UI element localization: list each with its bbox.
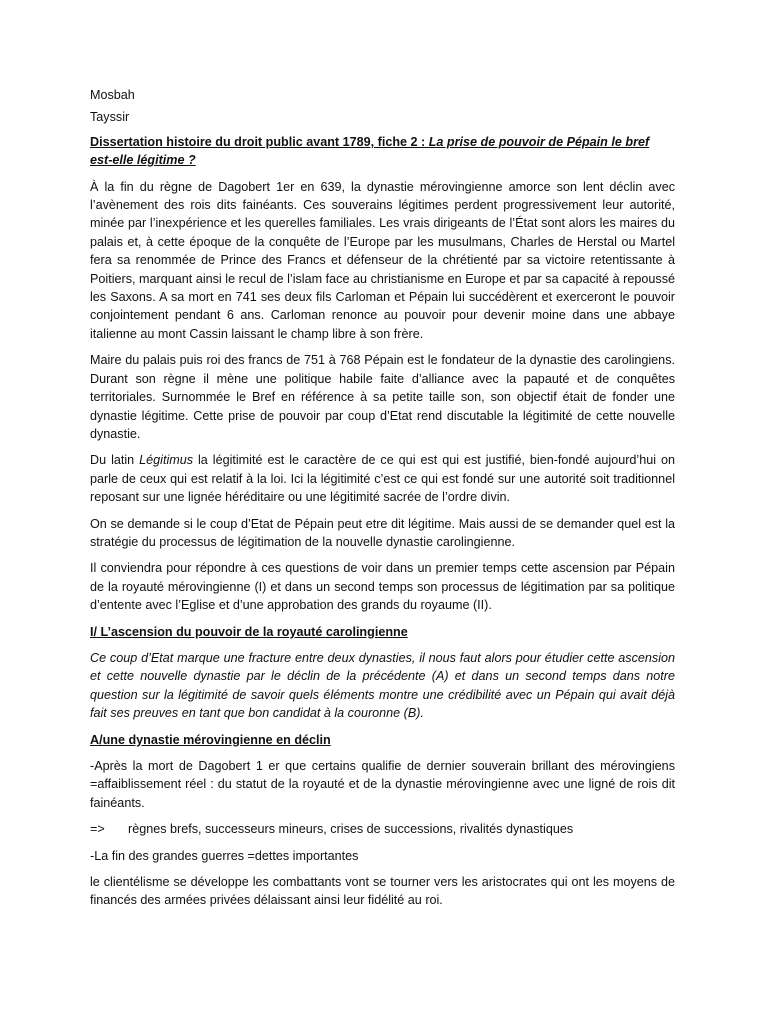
paragraph-legitimite [90,451,675,506]
document-page [90,86,675,918]
dissertation-title [90,133,675,170]
paragraph-chapeau: Ce coup d’Etat marque une fracture entre deux dynasties, il nous faut alors pour étudier cette ascension et cette nouvelle dynastie par le déclin de la précédente (A) et dans un second temps dans notre question sur la légitimité de savoir quels éléments montre une crédibilité avec un Pépain qui avait déjà fait ses preuves en tant que bon candidat à la couronne (B). [90,650,675,721]
paragraph-clientelisme: le clientélisme se développe les combattants vont se tourner vers les aristocrates qui ont les moyens de financés des armées privées délaissant ainsi leur fidélité au roi. [90,875,675,908]
arrow-bullet [90,820,675,838]
p3-before: Du latin [90,453,140,468]
paragraph-dagobert: -Après la mort de Dagobert 1 er que certains qualifie de dernier souverain brillant des mérovingiens =affaiblissement réel : du statut de la royauté et de la dynastie mérovingienne avec une ligné de rois dit fainéants. [90,759,675,810]
arrow-text: règnes brefs, successeurs mineurs, crises de successions, rivalités dynastiques [128,822,574,837]
title-question: La prise de pouvoir de Pépain le bref est-elle légitime ? [90,134,650,168]
paragraph-problematique: On se demande si le coup d’Etat de Pépain peut etre dit légitime. Mais aussi de se demander quel est la stratégie du processus de légitimation de la nouvelle dynastie carolingienne. [90,516,675,549]
paragraph-pepain: Maire du palais puis roi des francs de 751 à 768 Pépain est le fondateur de la dynastie des carolingiens. Durant son règne il mène une politique habile faite d’alliance avec la papauté et de conquêtes territoriales. Surnommée le Bref en référence à sa petite taille son, son objectif était de fonder une dynastie légitime. Cette prise de pouvoir par coup d’Etat rend discutable la légitimité de cette nouvelle dynastie. [90,353,675,441]
p3-after: la légitimité est le caractère de ce qui est qui est justifié, bien-fondé aujourd’hui on parle de ceux qui est relatif à la loi. Ici la légitimité c’est ce qui est fondé sur une autorité soit traditionnel reposant sur une lignée héréditaire ou une légitimité sacrée de l’ordre divin. [90,453,676,505]
subsection-heading-a: A/une dynastie mérovingienne en déclin [90,732,331,747]
paragraph-annonce: Il conviendra pour répondre à ces questions de voir dans un premier temps cette ascension par Pépain de la royauté mérovingienne (I) et dans un second temps son processus de légitimation par sa politique d’entente avec l’Eglise et d’une approbation des grands du royaume (II). [90,561,675,613]
paragraph-intro: À la fin du règne de Dagobert 1er en 639, la dynastie mérovingienne amorce son lent déclin avec l’avènement des rois dits fainéants. Ces souverains légitimes perdent progressivement leur autorité, minée par l’inexpérience et les querelles familiales. Les vrais dirigeants de l’État sont alors les maires du palais et, à cette époque de la conquête de l’Europe par les musulmans, Charles de Herstal ou Martel fera sa renommée de Prince des Francs et défenseur de la chrétienté par sa victoire retentissante à Poitiers, marquant ainsi le recul de l’islam face au christianisme en Europe et par sa capacité à repoussé les Saxons. A sa mort en 741 ses deux fils Carloman et Pépain lui succédèrent et exerceront le pouvoir conjointement pendant 6 ans. Carloman renonce au pouvoir pour devenir moine dans une abbaye italienne au mont Cassin laissant le champ libre à son frère. [90,179,675,341]
title-plain: Dissertation histoire du droit public avant 1789, fiche 2 : [90,134,429,149]
arrow-symbol: => [90,822,105,837]
paragraph-guerres: -La fin des grandes guerres =dettes importantes [90,848,359,863]
p3-latin-word: Légitimus [139,453,194,468]
section-heading-1: I/ L’ascension du pouvoir de la royauté carolingienne [90,624,408,639]
author-first-name: Tayssir [90,110,130,125]
author-last-name: Mosbah [90,88,135,102]
